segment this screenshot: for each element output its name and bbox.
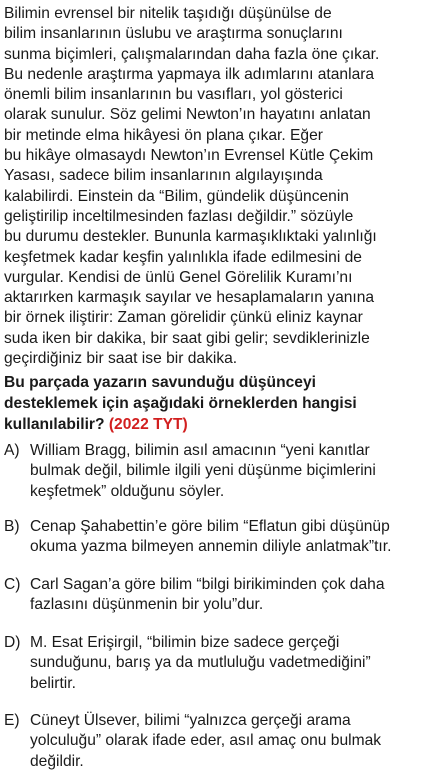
option-c[interactable] [4,575,440,616]
option-e-letter: E) [4,712,20,729]
option-a[interactable] [4,441,440,502]
option-c-text: Carl Sagan’a göre bilim “bilgi birikiminden çok daha fazlasını düşünmenin bir yolu”dur. [30,576,385,614]
option-e[interactable] [4,711,440,772]
question-text: Bu parçada yazarın savunduğu düşünceyi desteklemek için aşağıdaki örneklerden hangisi kullanılabilir? [4,374,357,433]
option-c-letter: C) [4,576,21,593]
option-b[interactable] [4,517,440,558]
exam-tag: (2022 TYT) [108,416,188,433]
option-a-letter: A) [4,442,20,459]
option-e-text: Cüneyt Ülsever, bilimi “yalnızca gerçeği arama yolculuğu” olarak ifade eder, asıl amaç onu bulmak değildir. [30,712,382,770]
option-d-letter: D) [4,634,21,651]
passage-text: Bilimin evrensel bir nitelik taşıdığı düşünülse de bilim insanlarının üslubu ve araştırma sonuçlarını sunma biçimleri, çalışmalarından daha fazla öne çıkar. Bu nedenle araştırma yapmaya ilk adımlarını atanlara önemli bilim insanlarının bu vasıfları, yol gösterici olarak sunulur. Söz gelimi Newton’ın hayatını anlatan bir metinde elma hikâyesi ön plana çıkar. Eğer bu hikâye olmasaydı Newton’ın Evrensel Kütle Çekim Yasası, sadece bilim insanlarının algılayışında kalabilirdi. Einstein da “Bilim, gündelik düşüncenin geliştirilip inceltilmesinden fazlası değildir.” sözüyle bu durumu destekler. Bununla karmaşıklıktaki yalınlığı keşfetmek kadar keşfin yalınlıkla ifade edilmesini de vurgular. Kendisi de ünlü Genel Görelilik Kuramı’nı aktarırken karmaşık sayılar ve hesaplamaların yanına bir örnek iliştirir: Zaman görelidir çünkü eliniz kaynar suda iken bir dakika, bir saat gibi gelir; sevdiklerinizle geçirdiğiniz bir saat ise bir dakika. [4,5,380,368]
option-d[interactable] [4,633,440,694]
option-b-letter: B) [4,518,20,535]
question-stem [4,372,440,435]
option-a-text: William Bragg, bilimin asıl amacının “yeni kanıtlar bulmak değil, bilimle ilgili yeni düşünme biçimlerini keşfetmek” olduğunu söyler. [30,442,376,500]
option-d-text: M. Esat Erişirgil, “bilimin bize sadece gerçeği sunduğunu, barış ya da mutluluğu vadetmediğini” belirtir. [30,634,371,692]
option-b-text: Cenap Şahabettin’e göre bilim “Eflatun gibi düşünüp okuma yazma bilmeyen annemin diliyle anlatmak”tır. [30,518,392,556]
